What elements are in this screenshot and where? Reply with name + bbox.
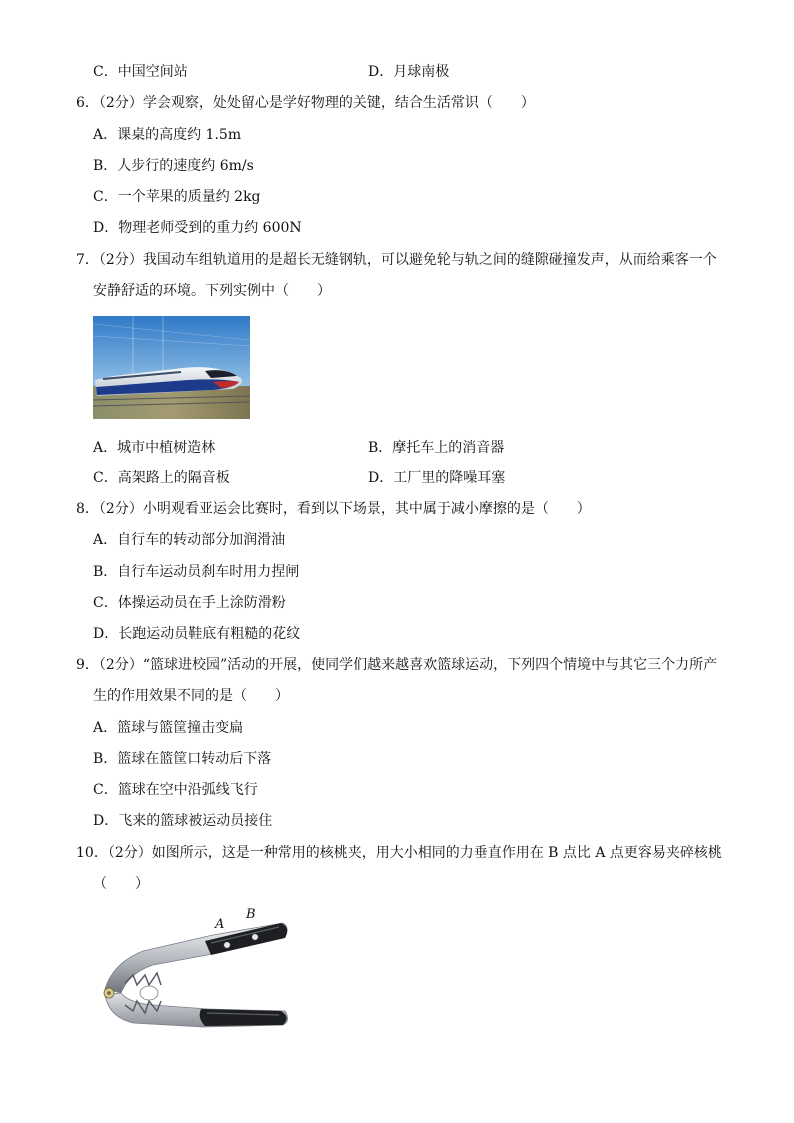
q5-option-c: C．中国空间站 [93,64,188,80]
train-photo [93,316,250,419]
q10-stem-continued: （ ） [93,876,149,892]
q6-option-a: A．课桌的高度约 1.5m [93,127,242,143]
q8-option-a: A．自行车的转动部分加润滑油 [93,532,286,548]
q8-option-d: D．长跑运动员鞋底有粗糙的花纹 [93,626,301,642]
q8-stem: 8．（2分）小明观看亚运会比赛时，看到以下场景，其中属于减小摩擦的是（ ） [76,501,591,517]
q8-option-c: C．体操运动员在手上涂防滑粉 [93,595,286,611]
q7-option-c: C．高架路上的隔音板 [93,470,230,486]
q10-stem: 10．（2分）如图所示，这是一种常用的核桃夹，用大小相同的力垂直作用在 B 点比 A 点更容易夹碎核桃 [76,845,722,861]
q8-option-b: B．自行车运动员刹车时用力捏闸 [93,564,300,580]
q9-option-a: A．篮球与篮筐撞击变扁 [93,720,244,736]
q6-option-d: D．物理老师受到的重力约 600N [93,220,302,236]
q9-stem: 9．（2分）“篮球进校园”活动的开展，使同学们越来越喜欢篮球运动，下列四个情境中与其它三个力所产 [76,657,718,673]
point-b-label: B [246,907,256,922]
q9-option-c: C．篮球在空中沿弧线飞行 [93,782,258,798]
q7-option-a: A．城市中植树造林 [93,440,216,456]
q9-option-b: B．篮球在篮筐口转动后下落 [93,751,272,767]
q7-option-b: B．摩托车上的消音器 [368,440,505,456]
q7-stem-continued: 安静舒适的环境。下列实例中（ ） [93,283,331,299]
nutcracker-figure [93,905,298,1033]
q7-stem: 7．（2分）我国动车组轨道用的是超长无缝钢轨，可以避免轮与轨之间的缝隙碰撞发声，从而给乘客一个 [76,252,717,268]
q6-option-b: B．人步行的速度约 6m/s [93,158,254,174]
q9-stem-continued: 生的作用效果不同的是（ ） [93,688,289,704]
q7-option-d: D．工厂里的降噪耳塞 [368,470,506,486]
q6-option-c: C．一个苹果的质量约 2kg [93,189,261,205]
q6-stem: 6．（2分）学会观察，处处留心是学好物理的关键，结合生活常识（ ） [76,95,535,111]
point-a-label: A [215,917,225,932]
q9-option-d: D．飞来的篮球被运动员接住 [93,813,273,829]
q5-option-d: D．月球南极 [368,64,450,80]
